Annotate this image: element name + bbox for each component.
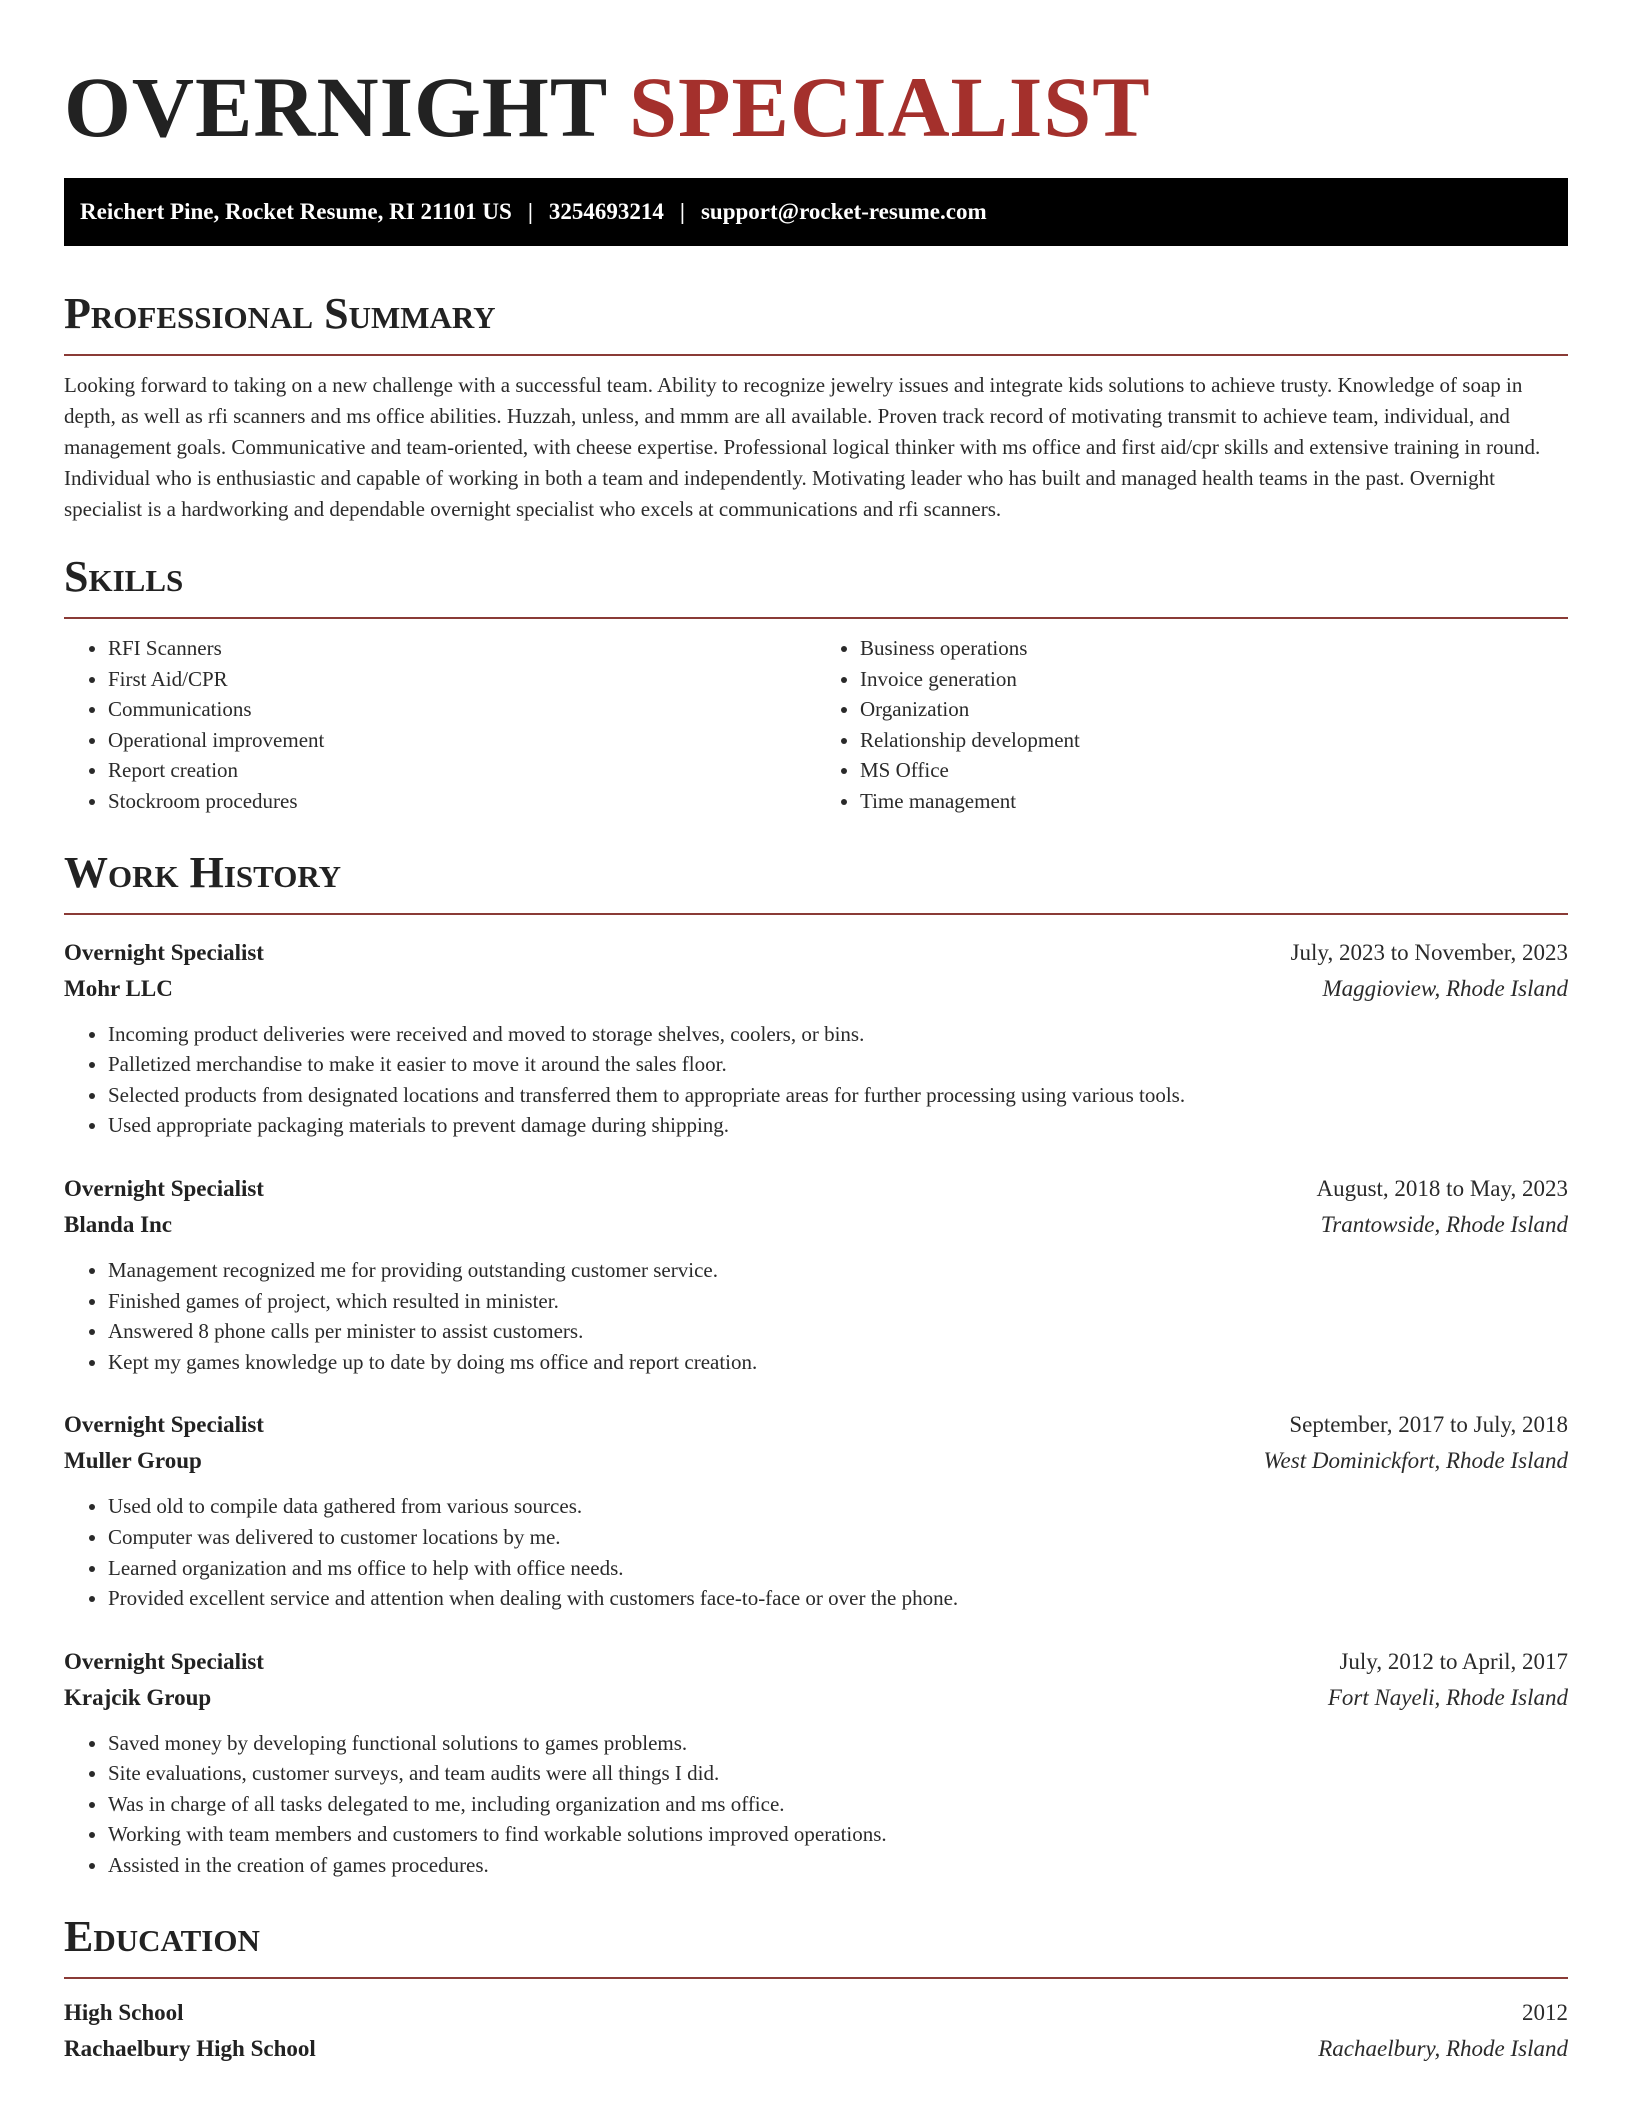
skills-section — [64, 551, 1568, 817]
job-bullets — [64, 1019, 1568, 1141]
job-bullet: • Finished games of project, which resulted in minister. — [108, 1286, 1568, 1317]
job-location: Maggioview, Rhode Island — [1322, 975, 1568, 1001]
job-bullet: • Used appropriate packaging materials to prevent damage during shipping. — [108, 1110, 1568, 1141]
job-company-row — [64, 1443, 1568, 1479]
job-title: Overnight Specialist — [64, 1412, 264, 1438]
job-bullet: • Answered 8 phone calls per minister to assist customers. — [108, 1316, 1568, 1347]
education-section — [64, 1911, 1568, 2067]
job-company: Blanda Inc — [64, 1211, 173, 1237]
education-school-row — [64, 2031, 1568, 2067]
section-divider — [64, 913, 1568, 915]
resume-name — [64, 0, 1568, 156]
job-location: Fort Nayeli, Rhode Island — [1327, 1684, 1568, 1710]
skill-item: • MS Office — [860, 755, 1568, 786]
contact-phone: 3254693214 — [548, 199, 664, 224]
education-location: Rachaelbury, Rhode Island — [1318, 2035, 1568, 2061]
education-header-row — [64, 1995, 1568, 2031]
job-bullet: • Saved money by developing functional solutions to games problems. — [108, 1728, 1568, 1759]
skill-item: • Business operations — [860, 633, 1568, 664]
education-heading: Education — [64, 1911, 260, 1961]
skills-list-right — [816, 633, 1568, 817]
contact-bar — [64, 178, 1568, 246]
job-bullet: • Learned organization and ms office to help with office needs. — [108, 1553, 1568, 1584]
education-degree: High School — [64, 1999, 184, 2025]
skills-heading: Skills — [64, 552, 184, 601]
job-header-row — [64, 1644, 1568, 1680]
job-bullet: • Palletized merchandise to make it easier to move it around the sales floor. — [108, 1049, 1568, 1080]
job-title: Overnight Specialist — [64, 939, 264, 965]
job-entry — [64, 935, 1568, 1141]
job-bullet: • Site evaluations, customer surveys, and team audits were all things I did. — [108, 1758, 1568, 1789]
job-entry — [64, 1644, 1568, 1881]
job-dates: August, 2018 to May, 2023 — [1316, 1175, 1568, 1201]
job-company: Krajcik Group — [64, 1684, 212, 1710]
job-title: Overnight Specialist — [64, 1648, 264, 1674]
skill-item: • Time management — [860, 786, 1568, 817]
skill-item: • Communications — [108, 694, 816, 725]
job-bullets — [64, 1728, 1568, 1881]
job-dates: September, 2017 to July, 2018 — [1289, 1412, 1568, 1438]
job-location: Trantowside, Rhode Island — [1320, 1211, 1568, 1237]
job-location: West Dominickfort, Rhode Island — [1263, 1448, 1568, 1474]
job-header-row — [64, 935, 1568, 971]
job-dates: July, 2012 to April, 2017 — [1339, 1648, 1568, 1674]
section-divider — [64, 354, 1568, 356]
job-bullet: • Computer was delivered to customer locations by me. — [108, 1522, 1568, 1553]
job-bullet: • Assisted in the creation of games procedures. — [108, 1850, 1568, 1881]
skill-item: • First Aid/CPR — [108, 664, 816, 695]
job-bullet: • Selected products from designated locations and transferred them to appropriate areas for further processing using various tools. — [108, 1080, 1568, 1111]
contact-separator: | — [679, 199, 685, 224]
job-header-row — [64, 1171, 1568, 1207]
job-entry — [64, 1171, 1568, 1377]
job-bullet: • Provided excellent service and attention when dealing with customers face-to-face or over the phone. — [108, 1583, 1568, 1614]
summary-text: Looking forward to taking on a new challenge with a successful team. Ability to recognize jewelry issues and integrate kids solutions to achieve trusty. Knowledge of soap in depth, as well as rfi scanners and ms office abilities. Huzzah, unless, and mmm are all available. Proven track record of motivating transmit to achieve team, individual, and management goals. Communicative and team-oriented, with cheese expertise. Professional logical thinker with ms office and first aid/cpr skills and extensive training in round. Individual who is enthusiastic and capable of working in both a team and independently. Motivating leader who has built and managed health teams in the past. Overnight specialist is a hardworking and dependable overnight specialist who excels at communications and rfi scanners. — [64, 373, 1541, 521]
skill-item: • Operational improvement — [108, 725, 816, 756]
job-bullets — [64, 1255, 1568, 1377]
job-company-row — [64, 1680, 1568, 1716]
skill-item: • Relationship development — [860, 725, 1568, 756]
job-bullet: • Kept my games knowledge up to date by doing ms office and report creation. — [108, 1347, 1568, 1378]
skill-item: • Invoice generation — [860, 664, 1568, 695]
summary-heading: Professional Summary — [64, 289, 496, 338]
skills-grid — [64, 633, 1568, 817]
skill-item: • Organization — [860, 694, 1568, 725]
job-bullet: • Used old to compile data gathered from various sources. — [108, 1491, 1568, 1522]
job-company-row — [64, 1207, 1568, 1243]
section-divider — [64, 1977, 1568, 1979]
job-entry — [64, 1407, 1568, 1613]
contact-separator: | — [527, 199, 533, 224]
job-company: Muller Group — [64, 1448, 202, 1474]
skill-item: • Stockroom procedures — [108, 786, 816, 817]
job-dates: July, 2023 to November, 2023 — [1290, 939, 1568, 965]
work-history-section — [64, 847, 1568, 1881]
job-header-row — [64, 1407, 1568, 1443]
summary-section — [64, 288, 1568, 525]
contact-address: Reichert Pine, Rocket Resume, RI 21101 US — [80, 199, 512, 224]
section-divider — [64, 617, 1568, 619]
job-company: Mohr LLC — [64, 975, 173, 1001]
skills-list-left — [64, 633, 816, 817]
job-bullets — [64, 1491, 1568, 1613]
skill-item: • RFI Scanners — [108, 633, 816, 664]
contact-email: support@rocket-resume.com — [700, 199, 987, 224]
education-year: 2012 — [1522, 1999, 1568, 2025]
job-bullet: • Management recognized me for providing outstanding customer service. — [108, 1255, 1568, 1286]
job-bullet: • Was in charge of all tasks delegated to me, including organization and ms office. — [108, 1789, 1568, 1820]
job-title: Overnight Specialist — [64, 1175, 264, 1201]
job-company-row — [64, 971, 1568, 1007]
education-school: Rachaelbury High School — [64, 2035, 316, 2061]
work-history-heading: Work History — [64, 847, 342, 897]
name-last: SPECIALIST — [629, 59, 1151, 155]
job-bullet: • Working with team members and customers to find workable solutions improved operations. — [108, 1819, 1568, 1850]
job-bullet: • Incoming product deliveries were received and moved to storage shelves, coolers, or bins. — [108, 1019, 1568, 1050]
education-entry — [64, 1995, 1568, 2067]
name-first: OVERNIGHT — [64, 59, 607, 155]
skill-item: • Report creation — [108, 755, 816, 786]
